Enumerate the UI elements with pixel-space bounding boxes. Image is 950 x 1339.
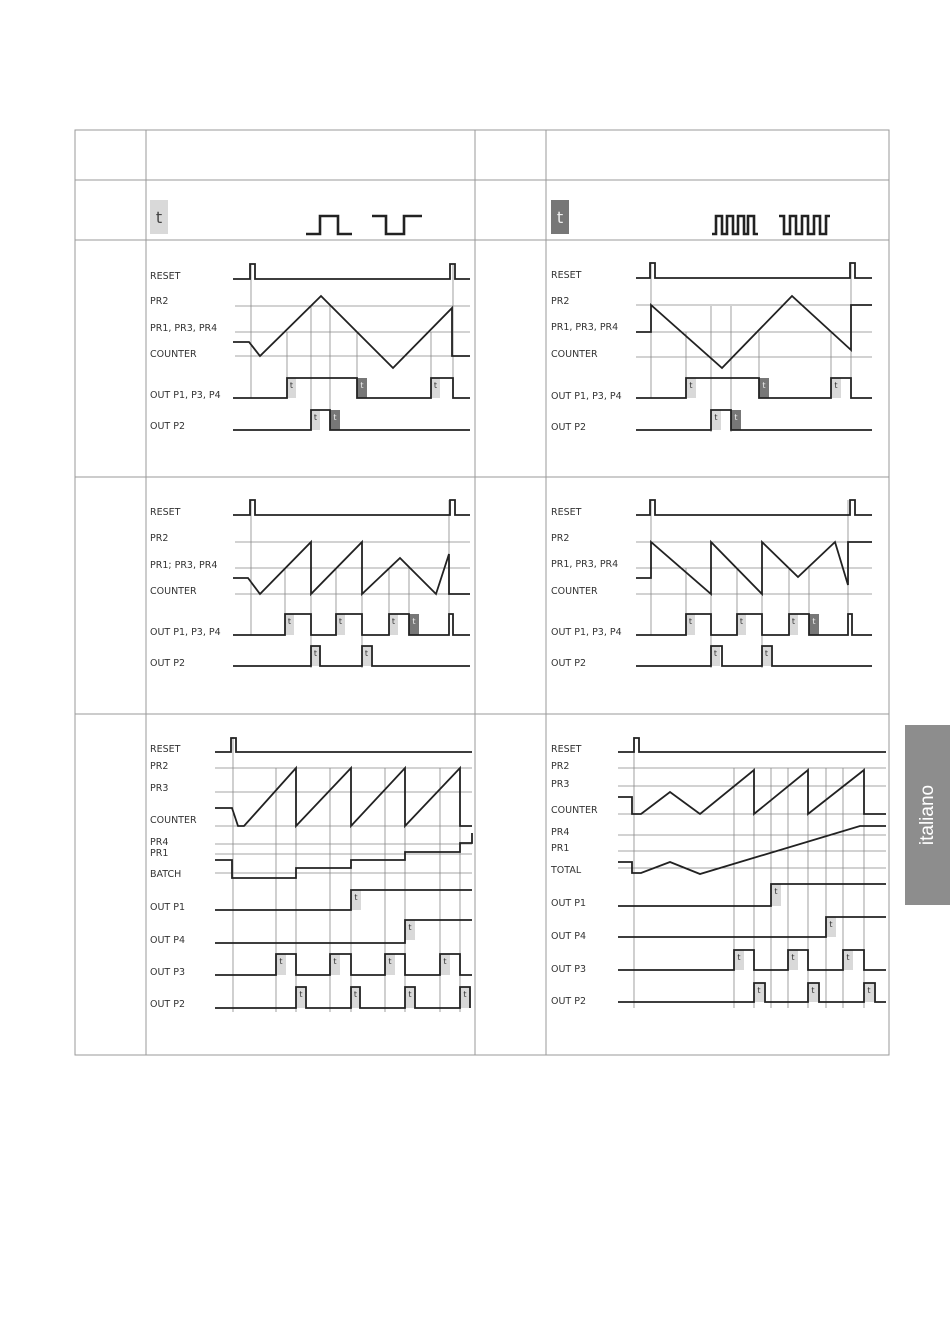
pulse-time-label: t (764, 649, 769, 658)
pulse-time-label: t (364, 649, 369, 658)
signal-label: PR1; PR3, PR4 (150, 560, 218, 571)
panel-up-count-auto-reset (150, 264, 470, 432)
pulse-time-label: t (313, 413, 318, 422)
signal-label: PR2 (150, 761, 169, 772)
signal-label: OUT P1, P3, P4 (150, 390, 221, 401)
pulse-time-label: t (463, 990, 467, 999)
signal-label: COUNTER (551, 586, 598, 597)
signal-label: PR4 (551, 827, 570, 838)
signal-trace (618, 738, 886, 752)
signal-label: OUT P2 (150, 421, 186, 432)
signal-label: BATCH (150, 869, 182, 880)
signal-trace (636, 263, 872, 278)
signal-trace (618, 770, 886, 814)
signal-label: COUNTER (150, 586, 197, 597)
signal-trace (233, 646, 470, 666)
pulse-time-label: t (762, 381, 766, 390)
language-tab-label: italiano (916, 784, 938, 846)
signal-trace (618, 826, 886, 874)
diagrams (150, 262, 886, 1012)
signal-trace (215, 890, 472, 910)
signal-trace (233, 614, 470, 635)
pulse-time-label: t (688, 617, 693, 626)
signal-label: RESET (150, 271, 181, 282)
pulse-time-label: t (834, 381, 838, 390)
pulse-time-label: t (408, 923, 412, 932)
pulse-train-low-icon (779, 216, 830, 234)
panel-down-count-auto-reset (551, 262, 872, 433)
signal-trace (215, 833, 472, 878)
signal-label: COUNTER (150, 815, 197, 826)
pulse-time-label: t (774, 887, 778, 896)
signal-trace (233, 410, 470, 430)
pulse-time-label: t (408, 990, 412, 999)
signal-label: RESET (551, 744, 582, 755)
pulse-time-label: t (689, 381, 693, 390)
panel-down-count-sawtooth (551, 500, 872, 669)
signal-trace (636, 410, 872, 430)
pulse-train-high-icon (712, 216, 758, 234)
pulse-time-label: t (737, 953, 741, 962)
signal-label: RESET (150, 507, 181, 518)
pulse-time-label: t (338, 617, 343, 626)
pulse-time-label: t (812, 617, 816, 626)
pulse-time-label: t (299, 990, 303, 999)
signal-label: COUNTER (150, 349, 197, 360)
language-tab[interactable] (905, 725, 950, 905)
panel-batch-count (150, 737, 472, 1012)
pulse-time-label: t (412, 617, 416, 626)
signal-label: PR2 (551, 761, 570, 772)
pulse-time-label: t (811, 986, 815, 995)
pulse-time-label: t (279, 957, 283, 966)
signal-label: RESET (551, 270, 582, 281)
signal-label: OUT P3 (551, 964, 587, 975)
signal-label: OUT P2 (150, 999, 186, 1010)
signal-label: RESET (551, 507, 582, 518)
signal-trace (618, 983, 886, 1002)
signal-trace (233, 500, 470, 515)
t-symbol-right-label: t (556, 208, 564, 227)
signal-trace (618, 917, 886, 937)
pulse-high-icon (306, 216, 352, 234)
signal-label: OUT P1, P3, P4 (150, 627, 221, 638)
signal-label: OUT P1 (150, 902, 186, 913)
pulse-time-label: t (289, 381, 294, 390)
signal-label: PR1, PR3, PR4 (551, 559, 619, 570)
panel-up-count-sawtooth (150, 500, 470, 669)
pulse-time-label: t (791, 953, 795, 962)
pulse-time-label: t (757, 986, 761, 995)
signal-trace (215, 987, 470, 1008)
signal-label: PR2 (150, 533, 169, 544)
signal-trace (636, 614, 872, 635)
pulse-time-label: t (714, 413, 718, 422)
pulse-time-label: t (333, 413, 337, 422)
signal-label: PR2 (150, 296, 169, 307)
signal-label: OUT P2 (150, 658, 186, 669)
signal-label: OUT P2 (551, 996, 587, 1007)
signal-trace (215, 738, 472, 752)
signal-trace (618, 884, 886, 906)
signal-label: OUT P1, P3, P4 (551, 627, 622, 638)
pulse-time-label: t (713, 649, 718, 658)
signal-label: PR3 (551, 779, 570, 790)
pulse-time-label: t (287, 617, 292, 626)
pulse-time-label: t (443, 957, 447, 966)
pulse-time-label: t (791, 617, 796, 626)
signal-label: OUT P2 (551, 658, 587, 669)
signal-label: PR1 (551, 843, 570, 854)
signal-trace (215, 954, 472, 975)
table-header (150, 200, 830, 234)
signal-label: OUT P4 (150, 935, 186, 946)
signal-trace (215, 920, 472, 943)
panel-total-count (550, 737, 886, 1008)
signal-label: PR2 (551, 533, 570, 544)
signal-label: COUNTER (551, 805, 598, 816)
pulse-time-label: t (360, 381, 364, 390)
pulse-time-label: t (313, 649, 318, 658)
signal-label: PR1, PR3, PR4 (551, 322, 619, 333)
signal-label: COUNTER (551, 349, 598, 360)
pulse-time-label: t (867, 986, 871, 995)
signal-label: TOTAL (551, 865, 582, 876)
signal-label: OUT P2 (551, 422, 587, 433)
signal-trace (636, 646, 872, 666)
pulse-time-label: t (391, 617, 396, 626)
pulse-time-label: t (829, 920, 833, 929)
signal-label: RESET (150, 744, 181, 755)
pulse-time-label: t (846, 953, 850, 962)
signal-label: PR1, PR3, PR4 (150, 323, 218, 334)
table-grid (75, 130, 889, 1055)
signal-label: PR4 (150, 837, 169, 848)
signal-label: OUT P1 (551, 898, 587, 909)
pulse-time-label: t (354, 893, 358, 902)
pulse-low-icon (372, 216, 422, 234)
pulse-time-label: t (734, 413, 738, 422)
signal-trace (636, 500, 872, 515)
pulse-time-label: t (739, 617, 744, 626)
pulse-time-label: t (388, 957, 392, 966)
signal-trace (233, 264, 470, 279)
t-symbol-left-label: t (155, 208, 163, 227)
signal-label: PR1 (150, 848, 169, 859)
pulse-time-label: t (333, 957, 337, 966)
signal-label: PR3 (150, 783, 169, 794)
signal-label: OUT P4 (551, 931, 587, 942)
signal-label: PR2 (551, 296, 570, 307)
signal-trace (215, 768, 472, 826)
pulse-time-label: t (353, 990, 358, 999)
pulse-time-label: t (433, 381, 438, 390)
signal-label: OUT P3 (150, 967, 186, 978)
signal-label: OUT P1, P3, P4 (551, 391, 622, 402)
